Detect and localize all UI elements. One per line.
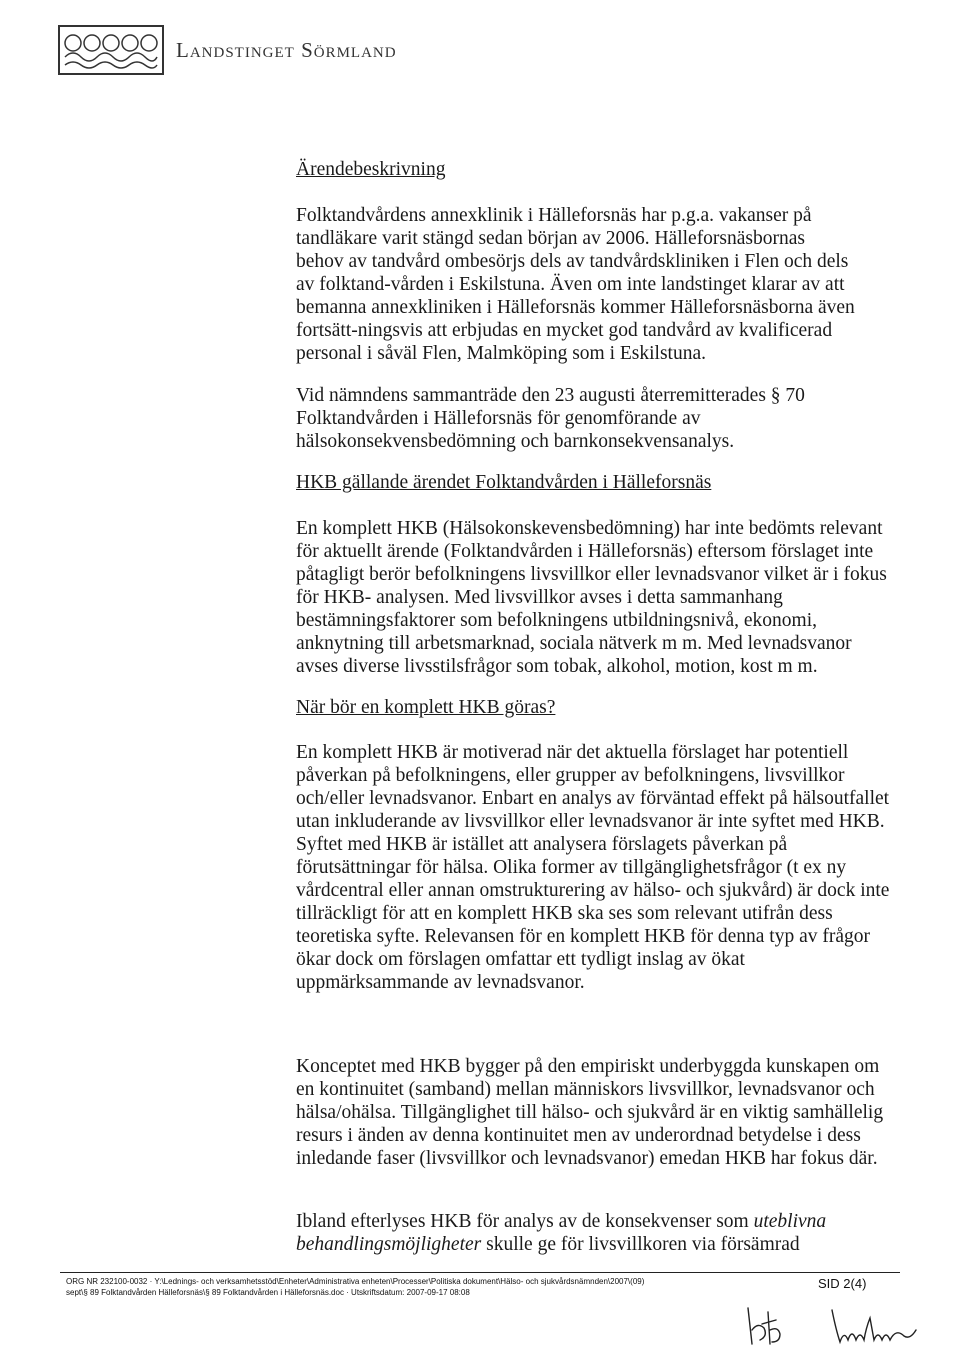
footer-line-1: ORG NR 232100-0032 · Y:\Lednings- och verksamhetsstöd\Enheter\Administrativa enheten\Processer\Politiska dokument\Hälso- och sjukvårdsnämnden\2007\(09) bbox=[66, 1277, 645, 1286]
footer-divider bbox=[60, 1272, 900, 1273]
paragraph: Folktandvårdens annexklinik i Hälleforsnäs har p.g.a. vakanser på tandläkare varit stängd sedan början av 2006. Hälleforsnäsbornas behov av tandvård ombesörjs dels av tandvårdskliniken i Flen och dels av folktand-vården i Eskilstuna. Även om inte landstinget klarar av att bemanna annexkliniken i Hälleforsnäs kommer Hälleforsnäsborna även fortsätt-ningsvis att erbjudas en mycket god tandvård av kvalificerad personal i såväl Flen, Malmköping som i Eskilstuna. bbox=[296, 205, 855, 364]
paragraph: Konceptet med HKB bygger på den empiriskt underbyggda kunskapen om en kontinuitet (samband) mellan människors livsvillkor, levnadsvanor och hälsa/ohälsa. Tillgänglighet till hälso- och sjukvård är en viktig samhällelig resurs i änden av denna kontinuitet men av underordnad betydelse i dess inledande faser (livsvillkor och levnadsvanor) emedan HKB har fokus där. bbox=[296, 1056, 884, 1169]
paragraph-text: Ibland efterlyses HKB för analys av de konsekvenser som bbox=[296, 1211, 754, 1232]
organization-name: Landstinget Sörmland bbox=[176, 37, 397, 62]
document-body bbox=[296, 156, 896, 1255]
footer-line-2: sept\§ 89 Folktandvården Hälleforsnäs\§ 89 Folktandvården i Hälleforsnäs.doc · Utskriftsdatum: 2007-09-17 08:08 bbox=[66, 1288, 470, 1297]
handwritten-initials-signature-icon bbox=[740, 1300, 940, 1356]
footer-path bbox=[66, 1276, 644, 1298]
paragraph bbox=[296, 1210, 896, 1256]
paragraph: En komplett HKB (Hälsokonskevensbedömning) har inte bedömts relevant för aktuellt ärende (Folktandvården i Hälleforsnäs) eftersom förslaget inte påtagligt berör befolkningens livsvillkor eller levnadsvanor vilket är i fokus för HKB- analysen. Med livsvillkor avses i detta sammanhang bestämningsfaktorer som befolkningens utbildningsnivå, ekonomi, anknytning till arbetsmarknad, sociala nätverk m m. Med levnadsvanor avses diverse livsstilsfrågor som tobak, alkohol, motion, kost m m. bbox=[296, 518, 887, 677]
paragraph: Vid nämndens sammanträde den 23 augusti återremitterades § 70 Folktandvården i Hälleforsnäs för genomförande av hälsokonsekvensbedömning och barnkonsekvensanalys. bbox=[296, 385, 805, 452]
page-number: SID 2(4) bbox=[818, 1276, 867, 1291]
landstinget-sormland-crown-logo-icon bbox=[56, 23, 166, 77]
emphasis-text: uteblivna behandlingsmöjligheter bbox=[296, 1211, 827, 1255]
section-heading-hkb: HKB gällande ärendet Folktandvården i Hälleforsnäs bbox=[296, 472, 712, 493]
section-heading-nar-bor: När bör en komplett HKB göras? bbox=[296, 697, 556, 718]
page-header bbox=[56, 22, 397, 78]
section-heading-arendebeskrivning: Ärendebeskrivning bbox=[296, 159, 446, 180]
paragraph: En komplett HKB är motiverad när det aktuella förslaget har potentiell påverkan på befolkningens, eller grupper av befolkningens, livsvillkor och/eller levnadsvanor. Enbart en analys av förväntad effekt på hälsoutfallet utan inkluderande av livsvillkor eller levnadsvanor är inte syftet med HKB. Syftet med HKB är istället att analysera förslagets påverkan på förutsättningar för hälsa. Olika former av tillgänglighetsfrågor (t ex ny vårdcentral eller annan omstrukturering av hälso- och sjukvård) är dock inte tillräckligt för att en komplett HKB ska ses som relevant utifrån dess teoretiska syfte. Relevansen för en komplett HKB för denna typ av frågor ökar dock om förslagen omfattar ett tydligt inslag av ökat uppmärksammande av levnadsvanor. bbox=[296, 742, 890, 993]
paragraph-text: skulle ge för livsvillkoren via försämrad bbox=[481, 1234, 800, 1255]
